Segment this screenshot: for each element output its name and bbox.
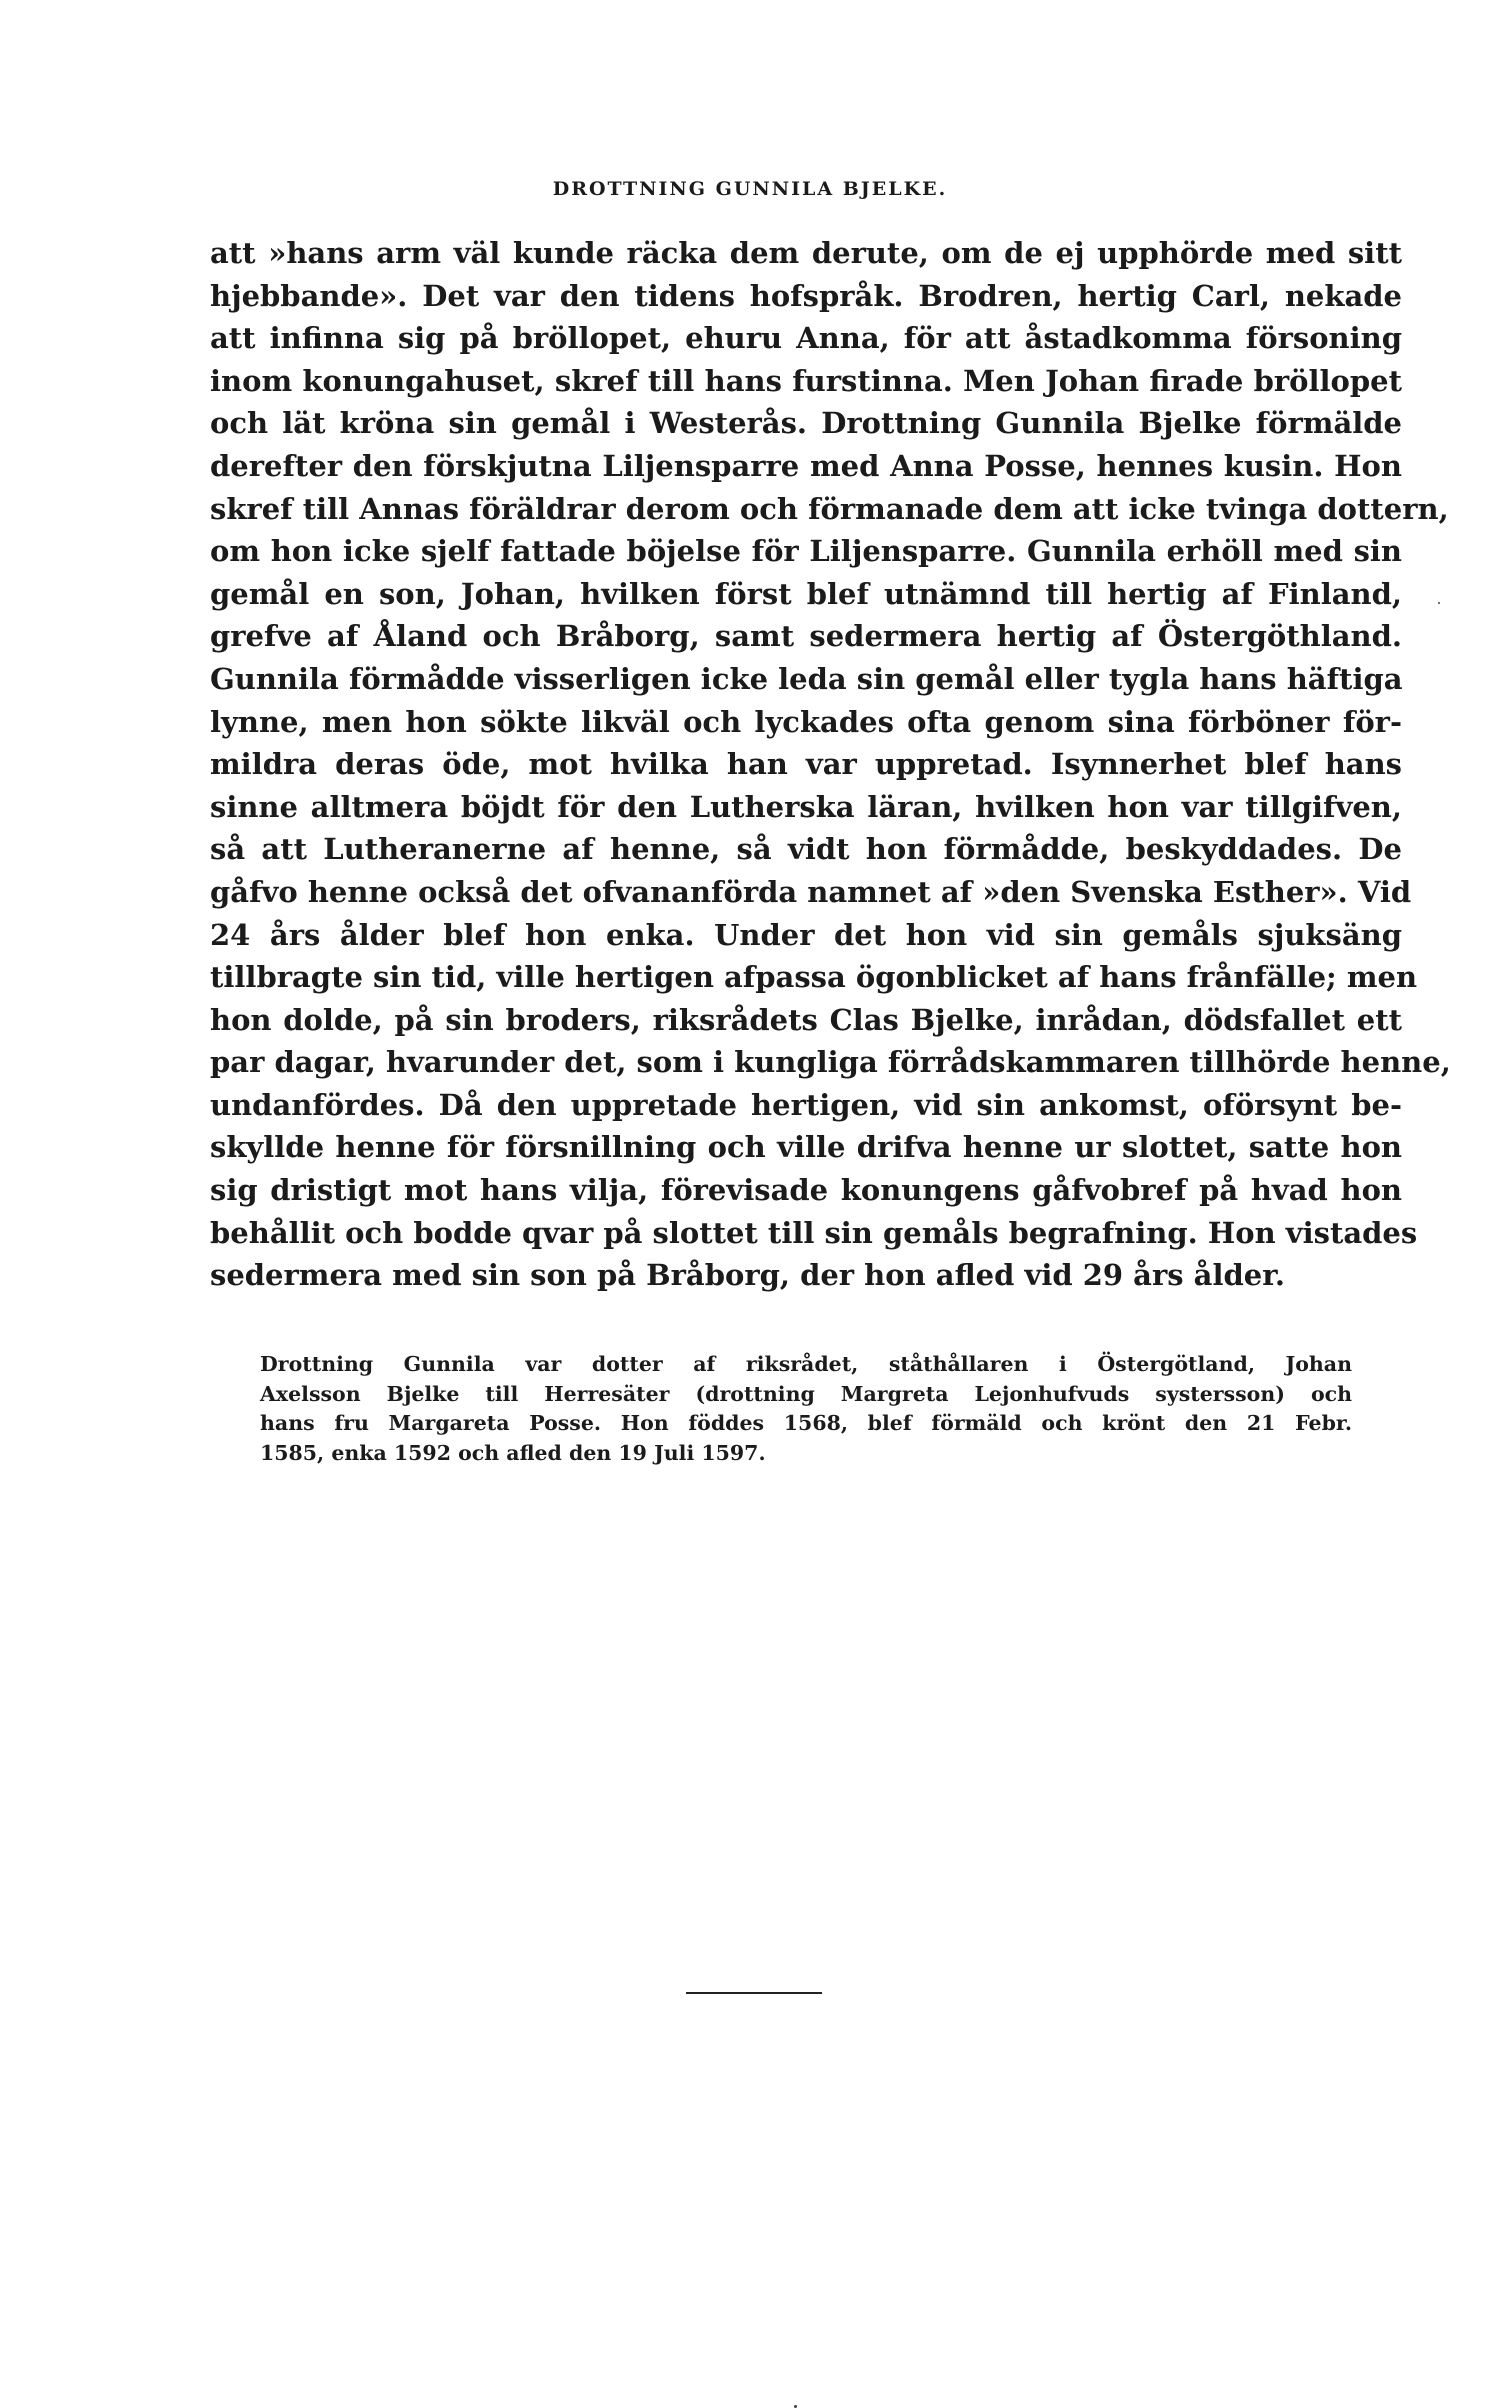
body-text <box>210 232 1451 1297</box>
body-line: inom konungahuset, skref till hans furstinna. Men Johan firade bröllopet <box>210 363 1402 398</box>
body-line: behållit och bodde qvar på slottet till sin gemåls begrafning. Hon vistades <box>210 1215 1418 1250</box>
page-speck <box>1438 602 1440 604</box>
body-line: gemål en son, Johan, hvilken först blef utnämnd till hertig af Finland, <box>210 576 1402 611</box>
body-line: sinne alltmera böjdt för den Lutherska läran, hvilken hon var tillgifven, <box>210 789 1402 824</box>
body-line: om hon icke sjelf fattade böjelse för Liljensparre. Gunnila erhöll med sin <box>210 534 1402 569</box>
body-line: grefve af Åland och Bråborg, samt sedermera hertig af Östergöthland. <box>210 619 1402 654</box>
body-line: lynne, men hon sökte likväl och lyckades ofta genom sina förböner för- <box>210 704 1402 739</box>
body-line: 24 års ålder blef hon enka. Under det hon vid sin gemåls sjuksäng <box>210 917 1402 952</box>
body-line: och lät kröna sin gemål i Westerås. Drottning Gunnila Bjelke förmälde <box>210 406 1402 441</box>
body-line: så att Lutheranerne af henne, så vidt hon förmådde, beskyddades. De <box>210 832 1402 867</box>
body-line: hjebbande». Det var den tidens hofspråk. Brodren, hertig Carl, nekade <box>210 278 1402 313</box>
body-line: skref till Annas föräldrar derom och förmanade dem att icke tvinga dottern, <box>210 491 1449 526</box>
body-line: sig dristigt mot hans vilja, förevisade konungens gåfvobref på hvad hon <box>210 1173 1402 1208</box>
body-line: hon dolde, på sin broders, riksrådets Clas Bjelke, inrådan, dödsfallet ett <box>210 1002 1402 1037</box>
footnote <box>260 1350 1352 1468</box>
section-rule <box>686 1992 822 1994</box>
body-line: Gunnila förmådde visserligen icke leda sin gemål eller tygla hans häftiga <box>210 661 1403 696</box>
body-line: att infinna sig på bröllopet, ehuru Anna, för att åstadkomma försoning <box>210 321 1402 356</box>
footnote-line: Axelsson Bjelke till Herresäter (drottning Margreta Lejonhufvuds systersson) och <box>260 1381 1352 1406</box>
footnote-line: 1585, enka 1592 och afled den 19 Juli 1597. <box>260 1440 766 1465</box>
body-line: skyllde henne för försnillning och ville drifva henne ur slottet, satte hon <box>210 1130 1402 1165</box>
body-line: mildra deras öde, mot hvilka han var uppretad. Isynnerhet blef hans <box>210 747 1402 782</box>
body-line: sedermera med sin son på Bråborg, der hon afled vid 29 års ålder. <box>210 1258 1285 1293</box>
body-line: tillbragte sin tid, ville hertigen afpassa ögonblicket af hans frånfälle; men <box>210 960 1418 995</box>
body-line: par dagar, hvarunder det, som i kungliga förrådskammaren tillhörde henne, <box>210 1045 1451 1080</box>
body-line: att »hans arm väl kunde räcka dem derute, om de ej upphörde med sitt <box>210 236 1402 270</box>
footnote-line: Drottning Gunnila var dotter af riksrådet, ståthållaren i Östergötland, Johan <box>260 1352 1352 1376</box>
body-line: undanfördes. Då den uppretade hertigen, vid sin ankomst, oförsynt be- <box>210 1087 1402 1122</box>
body-line: gåfvo henne också det ofvananförda namnet af »den Svenska Esther». Vid <box>210 874 1412 909</box>
page-header: DROTTNING GUNNILA BJELKE. <box>552 178 948 200</box>
body-line: derefter den förskjutna Liljensparre med Anna Posse, hennes kusin. Hon <box>210 448 1402 483</box>
footnote-line: hans fru Margareta Posse. Hon föddes 1568, blef förmäld och krönt den 21 Febr. <box>260 1411 1352 1435</box>
